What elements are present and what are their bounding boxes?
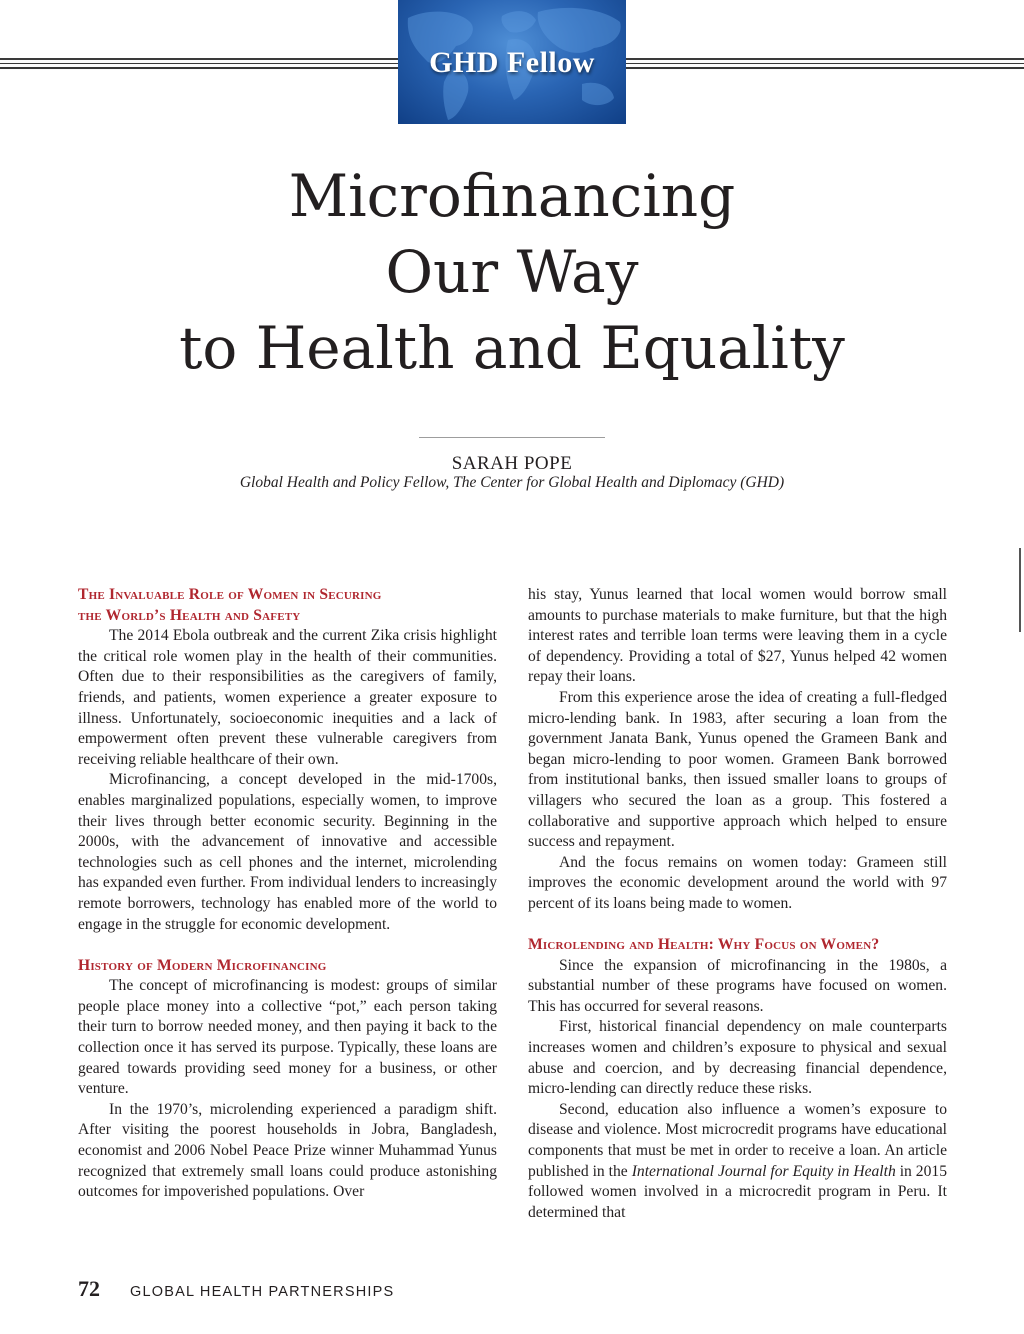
header-rule-left — [0, 58, 398, 71]
author-affiliation: Global Health and Policy Fellow, The Center for Global Health and Diplomacy (GHD) — [239, 474, 785, 491]
title-line-1: Microfinancing — [288, 162, 736, 230]
section-heading-women-role — [78, 585, 497, 626]
ghd-fellow-badge — [398, 0, 626, 124]
paragraph: The 2014 Ebola outbreak and the current Zika crisis highlight the critical role women play in the health of their communities. Often due to their responsibilities as the caregivers of family, friends, and patients, women experience a greater exposure to illness. Unfortunately, socioeconomic inequities and a lack of empowerment often prevent these vulnerable caregivers from receiving reliable healthcare of their own. — [78, 627, 497, 768]
paragraph: And the focus remains on women today: Grameen still improves the economic development around the world with 97 percent of its loans being made to women. — [528, 853, 947, 912]
title-divider — [419, 437, 605, 438]
title-line-3: to Health and Equality — [179, 314, 845, 382]
header-rule-right — [626, 58, 1024, 71]
right-column — [528, 585, 947, 1223]
running-title: GLOBAL HEALTH PARTNERSHIPS — [130, 1284, 395, 1300]
article-title — [0, 158, 1024, 386]
text-run: Second, education also influence a women’s exposure to disease and violence. Most microcredit programs have educational components that must be met in order to receive a loan. An article published in the — [528, 1100, 947, 1180]
paragraph — [528, 1100, 947, 1224]
paragraph: In the 1970’s, microlending experienced a paradigm shift. After visiting the poorest households in Jobra, Bangladesh, economist and 2006 Nobel Peace Prize winner Muhammad Yunus recognized that extremely small loans could produce astonishing outcomes for impoverished populations. Over — [78, 1100, 497, 1201]
journal-title: International Journal for Equity in Health — [631, 1162, 896, 1180]
paragraph: Since the expansion of microfinancing in the 1980s, a substantial number of these programs have focused on women. This has occurred for several reasons. — [528, 956, 947, 1015]
badge-label: GHD Fellow — [429, 46, 595, 79]
paragraph: Microfinancing, a concept developed in the mid-1700s, enables marginalized populations, especially women, to improve their lives through better economic security. Beginning in the 2000s, with the advancement of innovative and accessible technologies such as cell phones and the internet, microlending has expanded even further. From individual lenders to increasingly remote borrowers, technology has enabled more of the world to engage in the struggle for economic development. — [78, 771, 497, 933]
text-run: in 2015 followed women involved in a microcredit program in Peru. It determined that — [528, 1162, 947, 1221]
title-line-2: Our Way — [385, 238, 639, 306]
page-number: 72 — [78, 1276, 100, 1301]
heading-line-1: The Invaluable Role of Women in Securing — [78, 586, 382, 603]
left-column — [78, 585, 497, 1203]
section-heading-microlending-health: Microlending and Health: Why Focus on Women? — [528, 936, 880, 954]
section-heading-history: History of Modern Microfinancing — [78, 956, 327, 974]
paragraph: From this experience arose the idea of creating a full-fledged micro-lending bank. In 1983, after securing a loan from the government Janata Bank, Yunus opened the Grameen Bank and began micro-lending to poor women. Grameen Bank borrowed from institutional banks, then issued smaller loans to groups of villagers who secured the loan as a group. This fostered a collaborative and supportive approach which helped to ensure success and repayment. — [528, 688, 947, 851]
paragraph: his stay, Yunus learned that local women would borrow small amounts to purchase materials to make furniture, but that the high interest rates and terrible loan terms were leaving them in a cycle of dependency. Providing a total of $27, Yunus helped 42 women repay their loans. — [528, 586, 947, 686]
author-name: SARAH POPE — [451, 453, 573, 474]
paragraph: First, historical financial dependency on male counterparts increases women and children’s exposure to physical and sexual abuse and coercion, and by decreasing financial dependence, micro-lending can directly reduce these risks. — [528, 1018, 947, 1098]
heading-line-2: the World’s Health and Safety — [78, 606, 301, 624]
edge-mark — [1019, 548, 1021, 632]
paragraph: The concept of microfinancing is modest: groups of similar people place money into a collective “pot,” each person taking their turn to borrow needed money, and then paying it back to the collection once it has served its purpose. Typically, these loans are geared towards providing seed money for a business, or other venture. — [78, 977, 497, 1098]
